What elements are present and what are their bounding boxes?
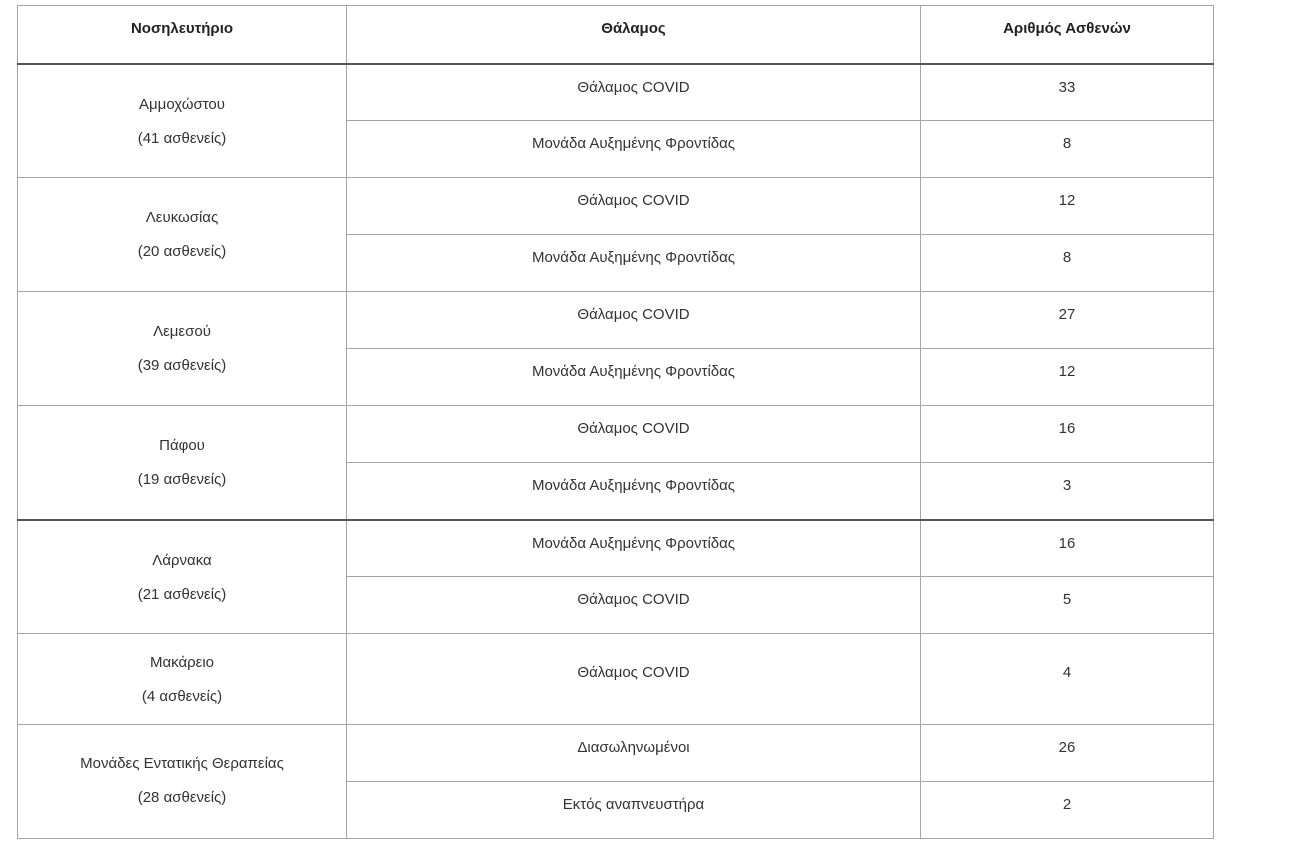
hospital-name: Μονάδες Εντατικής Θεραπείας — [80, 755, 284, 772]
hospital-name: Λεμεσού — [153, 323, 211, 340]
ward-cell: Θάλαμος COVID — [347, 292, 921, 349]
patients-cell: 8 — [921, 235, 1214, 292]
hospital-cell — [18, 634, 347, 725]
hospital-total: (41 ασθενείς) — [137, 129, 227, 147]
hospital-total: (19 ασθενείς) — [137, 471, 227, 488]
hospital-name: Πάφου — [159, 437, 205, 454]
patients-cell: 26 — [921, 725, 1214, 782]
hospital-name: Αμμοχώστου — [139, 95, 225, 113]
table-row — [18, 520, 1214, 577]
table-row — [18, 292, 1214, 349]
hospital-cell — [18, 178, 347, 292]
ward-cell: Μονάδα Αυξημένης Φροντίδας — [347, 121, 921, 178]
header-patient-count: Αριθμός Ασθενών — [921, 6, 1214, 64]
ward-cell: Θάλαμος COVID — [347, 406, 921, 463]
patients-cell: 27 — [921, 292, 1214, 349]
patients-cell: 12 — [921, 178, 1214, 235]
patients-cell: 12 — [921, 349, 1214, 406]
hospital-name: Λάρνακα — [152, 551, 212, 569]
hospital-total: (4 ασθενείς) — [141, 688, 223, 705]
table-row — [18, 64, 1214, 121]
ward-cell: Θάλαμος COVID — [347, 178, 921, 235]
table-header-row — [18, 6, 1214, 64]
ward-cell: Μονάδα Αυξημένης Φροντίδας — [347, 520, 921, 577]
hospital-cell — [18, 520, 347, 634]
header-ward: Θάλαμος — [347, 6, 921, 64]
hospital-name: Λευκωσίας — [145, 209, 219, 226]
ward-cell: Μονάδα Αυξημένης Φροντίδας — [347, 349, 921, 406]
table-row — [18, 178, 1214, 235]
ward-cell: Θάλαμος COVID — [347, 64, 921, 121]
table-row — [18, 406, 1214, 463]
patients-cell: 33 — [921, 64, 1214, 121]
patients-cell: 8 — [921, 121, 1214, 178]
ward-cell: Διασωληνωμένοι — [347, 725, 921, 782]
patients-cell: 3 — [921, 463, 1214, 520]
hospital-cell — [18, 725, 347, 839]
patients-cell: 5 — [921, 577, 1214, 634]
patients-cell: 16 — [921, 520, 1214, 577]
hospital-cell — [18, 406, 347, 520]
patients-cell: 2 — [921, 782, 1214, 839]
hospital-cell — [18, 292, 347, 406]
ward-cell: Μονάδα Αυξημένης Φροντίδας — [347, 463, 921, 520]
table-row — [18, 725, 1214, 782]
table-row — [18, 634, 1214, 725]
ward-cell: Εκτός αναπνευστήρα — [347, 782, 921, 839]
hospital-name: Μακάρειο — [149, 654, 215, 671]
hospital-patients-table — [17, 5, 1214, 839]
hospital-total: (39 ασθενείς) — [137, 357, 227, 374]
ward-cell: Θάλαμος COVID — [347, 577, 921, 634]
ward-cell: Μονάδα Αυξημένης Φροντίδας — [347, 235, 921, 292]
hospital-cell — [18, 64, 347, 178]
patients-cell: 16 — [921, 406, 1214, 463]
header-hospital: Νοσηλευτήριο — [18, 6, 347, 64]
ward-cell: Θάλαμος COVID — [347, 634, 921, 725]
hospital-total: (20 ασθενείς) — [137, 243, 227, 260]
patients-cell: 4 — [921, 634, 1214, 725]
hospital-total: (21 ασθενείς) — [137, 585, 227, 603]
hospital-total: (28 ασθενείς) — [137, 789, 227, 806]
